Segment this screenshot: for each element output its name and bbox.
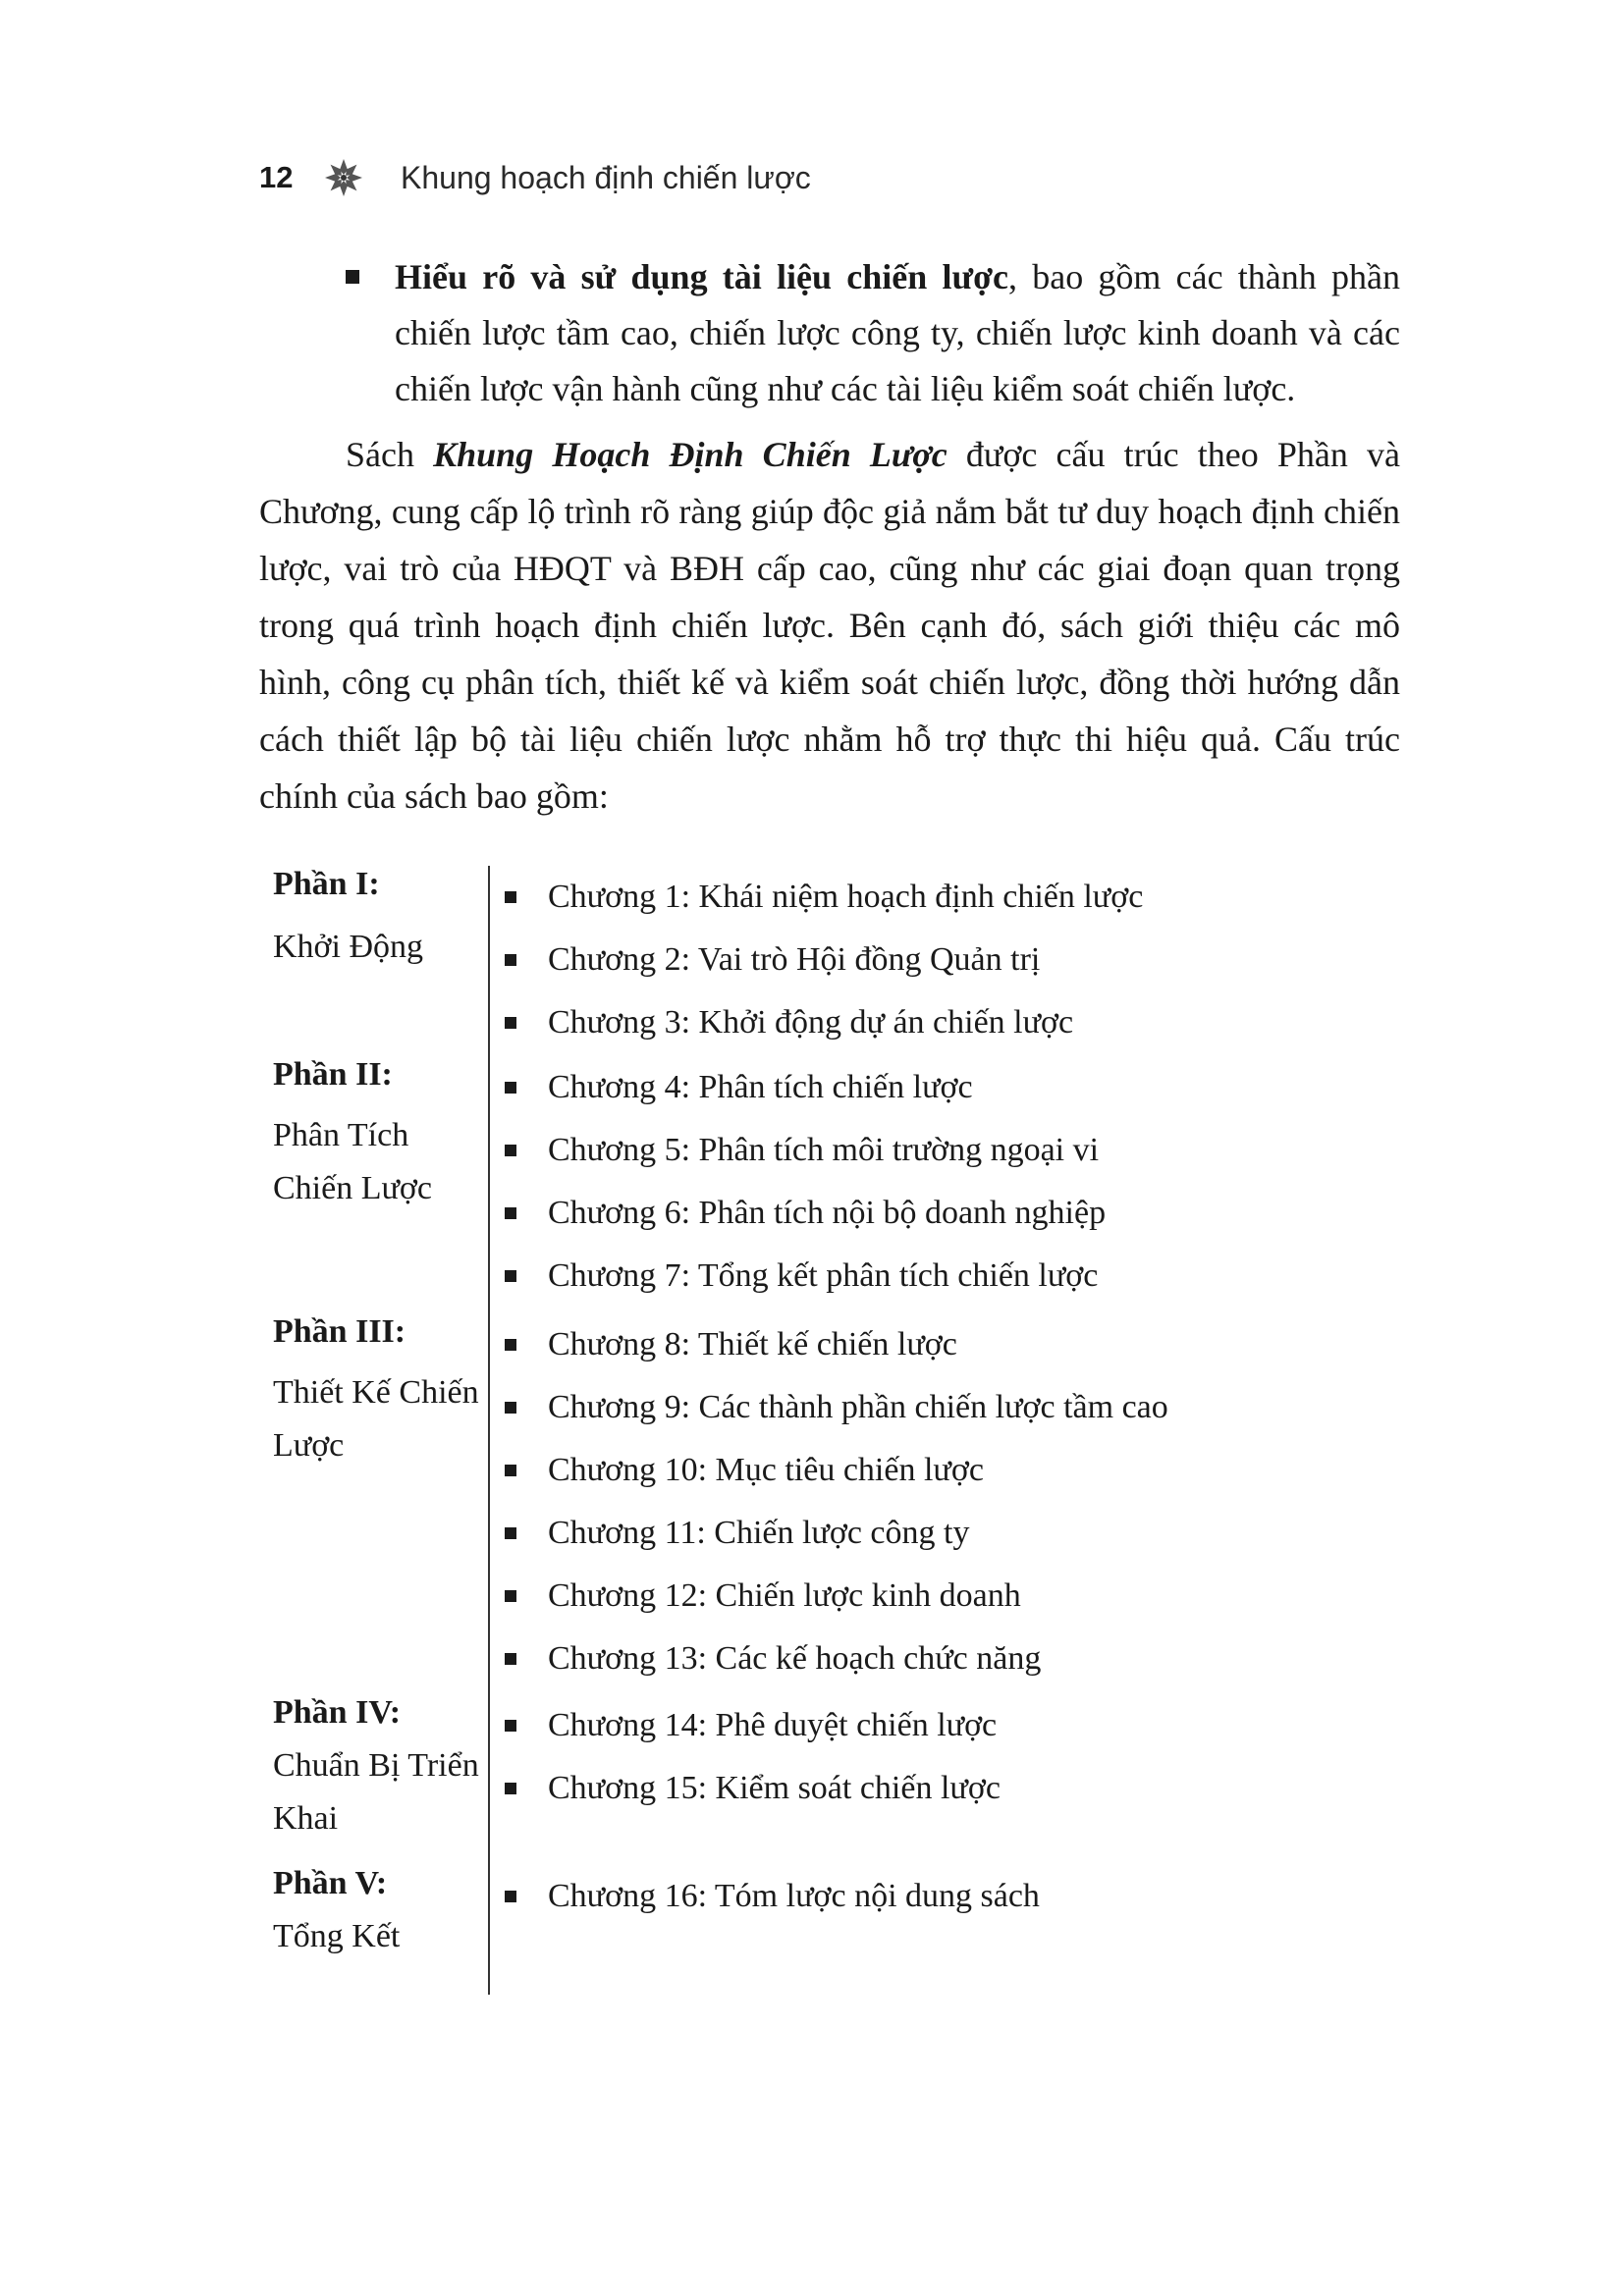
- part-name: Phân Tích Chiến Lược: [273, 1117, 432, 1206]
- chapter-item: [505, 1502, 1168, 1565]
- chapter-label: Chương 5: Phân tích môi trường ngoại vi: [548, 1132, 1100, 1168]
- chapter-label: Chương 8: Thiết kế chiến lược: [548, 1326, 957, 1362]
- chapter-item: [505, 1376, 1168, 1439]
- chapter-label: Chương 6: Phân tích nội bộ doanh nghiệp: [548, 1195, 1107, 1231]
- chapter-list: [505, 1056, 1106, 1308]
- chapter-label: Chương 1: Khái niệm hoạch định chiến lược: [548, 879, 1144, 915]
- part-name: Tổng Kết: [273, 1918, 401, 1954]
- chapter-label: Chương 2: Vai trò Hội đồng Quản trị: [548, 941, 1041, 978]
- page-number: 12: [259, 160, 294, 194]
- chapter-item: [505, 1757, 1001, 1820]
- square-bullet-icon: [505, 891, 516, 903]
- square-bullet-icon: [505, 1270, 516, 1282]
- chapter-item: [505, 866, 1143, 929]
- chapter-label: Chương 14: Phê duyệt chiến lược: [548, 1707, 998, 1743]
- square-bullet-icon: [505, 1590, 516, 1602]
- square-bullet-icon: [505, 1207, 516, 1219]
- bullet-bold-text: Hiểu rõ và sử dụng tài liệu chiến lược: [395, 257, 1008, 296]
- chapter-label: Chương 3: Khởi động dự án chiến lược: [548, 1004, 1074, 1041]
- chapter-label: Chương 10: Mục tiêu chiến lược: [548, 1452, 984, 1488]
- chapter-list: [505, 866, 1143, 1054]
- part-number: Phần IV:: [273, 1694, 402, 1731]
- square-bullet-icon: [505, 1891, 516, 1902]
- vertical-divider: [488, 866, 490, 1995]
- bullet-text: [395, 249, 1400, 417]
- paragraph-lead: Sách: [346, 435, 434, 474]
- chapter-item: [505, 1628, 1168, 1690]
- body-paragraph: [259, 426, 1400, 825]
- square-bullet-icon: [346, 270, 359, 284]
- part-title: [273, 1686, 479, 1845]
- book-title: Khung Hoạch Định Chiến Lược: [433, 435, 947, 474]
- part-number: Phần I:: [273, 866, 380, 902]
- part-number: Phần V:: [273, 1865, 388, 1901]
- chapter-label: Chương 13: Các kế hoạch chức năng: [548, 1640, 1042, 1677]
- part-name: Thiết Kế Chiến Lược: [273, 1374, 479, 1464]
- part-name: Khởi Động: [273, 929, 424, 965]
- bullet-item: [346, 249, 1400, 417]
- chapter-item: [505, 1439, 1168, 1502]
- chapter-item: [505, 1313, 1168, 1376]
- chapter-label: Chương 4: Phân tích chiến lược: [548, 1069, 973, 1105]
- chapter-list: [505, 1313, 1168, 1690]
- square-bullet-icon: [505, 1017, 516, 1029]
- square-bullet-icon: [505, 1465, 516, 1476]
- part-title: [273, 1048, 479, 1215]
- chapter-item: [505, 1245, 1106, 1308]
- chapter-item: [505, 1865, 1040, 1928]
- running-title: Khung hoạch định chiến lược: [401, 159, 811, 195]
- snowflake-ornament-icon: [322, 156, 365, 199]
- part-name: Chuẩn Bị Triển Khai: [273, 1747, 479, 1837]
- chapter-label: Chương 9: Các thành phần chiến lược tầm cao: [548, 1389, 1168, 1425]
- chapter-item: [505, 929, 1143, 991]
- square-bullet-icon: [505, 1783, 516, 1794]
- chapter-label: Chương 11: Chiến lược công ty: [548, 1515, 970, 1551]
- chapter-item: [505, 1119, 1106, 1182]
- square-bullet-icon: [505, 1339, 516, 1351]
- chapter-label: Chương 7: Tổng kết phân tích chiến lược: [548, 1257, 1099, 1294]
- book-structure-table: [273, 866, 1353, 1995]
- part-number: Phần II:: [273, 1056, 393, 1093]
- chapter-item: [505, 1694, 1001, 1757]
- chapter-list: [505, 1694, 1001, 1820]
- chapter-list: [505, 1865, 1040, 1928]
- square-bullet-icon: [505, 1082, 516, 1094]
- running-header: [259, 155, 811, 200]
- chapter-item: [505, 1565, 1168, 1628]
- square-bullet-icon: [505, 1527, 516, 1539]
- chapter-item: [505, 991, 1143, 1054]
- square-bullet-icon: [505, 1653, 516, 1665]
- part-title: [273, 1306, 479, 1472]
- square-bullet-icon: [505, 1145, 516, 1156]
- part-number: Phần III:: [273, 1313, 406, 1350]
- paragraph-rest: được cấu trúc theo Phần và Chương, cung cấp lộ trình rõ ràng giúp độc giả nắm bắt tư duy hoạch định chiến lược, vai trò của HĐQT và BĐH cấp cao, cũng như các giai đoạn quan trọng trong quá trình hoạch định chiến lược. Bên cạnh đó, sách giới thiệu các mô hình, công cụ phân tích, thiết kế và kiểm soát chiến lược, đồng thời hướng dẫn cách thiết lập bộ tài liệu chiến lược nhằm hỗ trợ thực thi hiệu quả. Cấu trúc chính của sách bao gồm:: [259, 435, 1400, 816]
- chapter-item: [505, 1056, 1106, 1119]
- chapter-label: Chương 12: Chiến lược kinh doanh: [548, 1577, 1021, 1614]
- square-bullet-icon: [505, 954, 516, 966]
- chapter-label: Chương 16: Tóm lược nội dung sách: [548, 1878, 1040, 1914]
- square-bullet-icon: [505, 1402, 516, 1414]
- part-title: [273, 1857, 479, 1963]
- bullet-rest-text: , bao gồm các thành phần chiến lược tầm cao, chiến lược công ty, chiến lược kinh doanh và các chiến lược vận hành cũng như các tài liệu kiểm soát chiến lược.: [395, 257, 1400, 408]
- chapter-label: Chương 15: Kiểm soát chiến lược: [548, 1770, 1001, 1806]
- chapter-item: [505, 1182, 1106, 1245]
- part-title: [273, 858, 479, 974]
- square-bullet-icon: [505, 1720, 516, 1732]
